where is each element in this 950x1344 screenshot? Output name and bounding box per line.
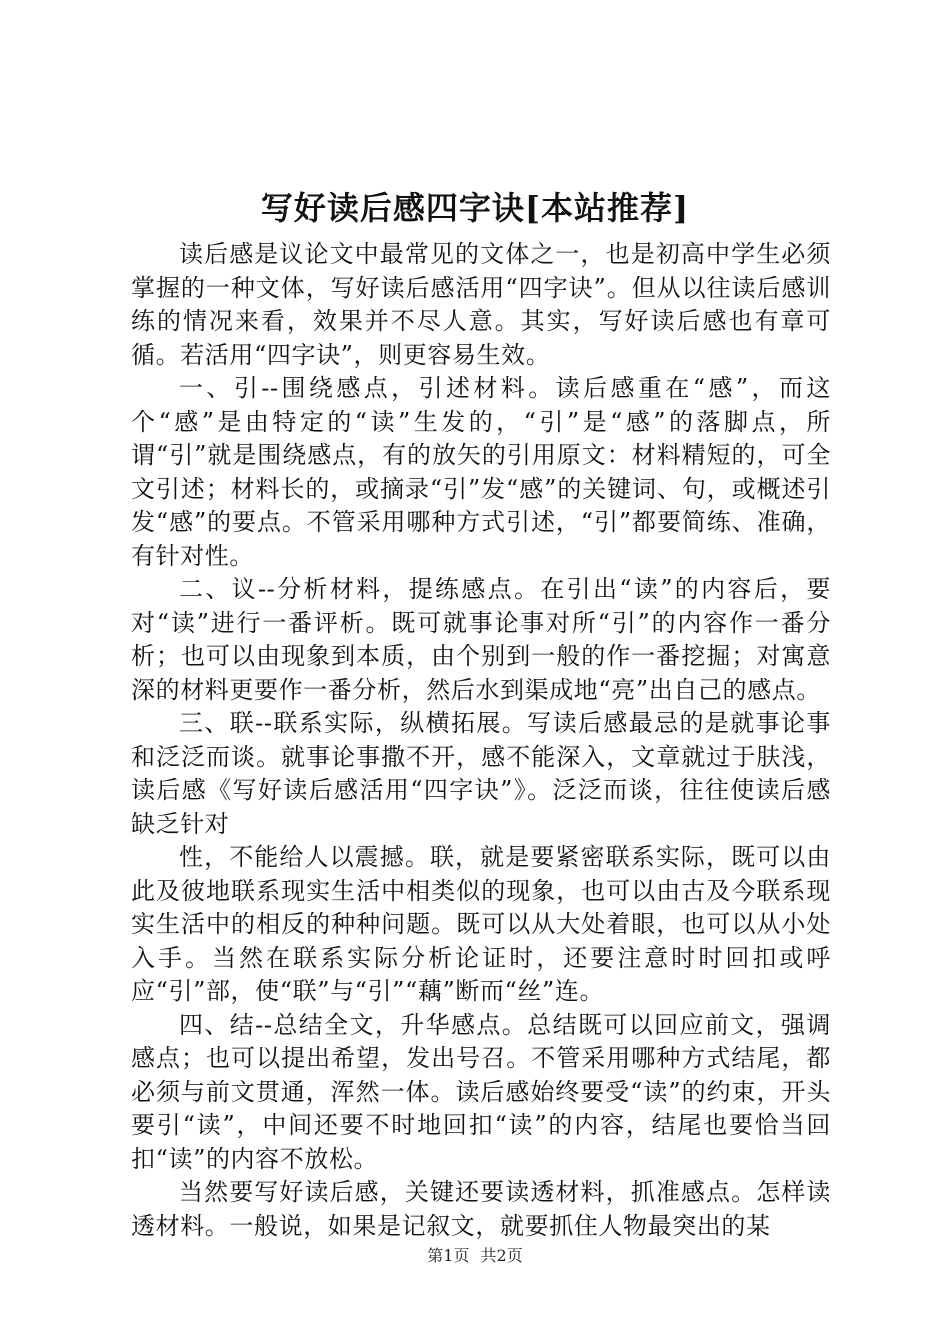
paragraph-lian: 三、联--联系实际，纵横拓展。写读后感最忌的是就事论事和泛泛而谈。就事论事撒不开，感不能深入，文章就过于肤浅，读后感《写好读后感活用“四字诀”》。泛泛而谈，往往使读后感缺乏针对: [131, 709, 831, 838]
page-number: 第1页: [427, 1246, 470, 1265]
document-title: 写好读后感四字诀[本站推荐]: [260, 189, 690, 227]
paragraph-intro: 读后感是议论文中最常见的文体之一，也是初高中学生必须掌握的一种文体，写好读后感活用“四字诀”。但从以往读后感训练的情况来看，效果并不尽人意。其实，写好读后感也有章可循。若活用“四字诀”，则更容易生效。: [131, 240, 831, 369]
paragraph-lian-continued: 性，不能给人以震撼。联，就是要紧密联系实际，既可以由此及彼地联系现实生活中相类似的现象，也可以由古及今联系现实生活中的相反的种种问题。既可以从大处着眼，也可以从小处入手。当然在联系实际分析论证时，还要注意时时回扣或呼应“引”部，使“联”与“引”“藕”断而“丝”连。: [131, 843, 831, 1005]
paragraph-yi: 二、议--分析材料，提练感点。在引出“读”的内容后，要对“读”进行一番评析。既可就事论事对所“引”的内容作一番分析；也可以由现象到本质，由个别到一般的作一番挖掘；对寓意深的材料更要作一番分析，然后水到渠成地“亮”出自己的感点。: [131, 575, 831, 704]
paragraph-jie: 四、结--总结全文，升华感点。总结既可以回应前文，强调感点；也可以提出希望，发出号召。不管采用哪种方式结尾，都必须与前文贯通，浑然一体。读后感始终要受“读”的约束，开头要引“读”，中间还要不时地回扣“读”的内容，结尾也要恰当回扣“读”的内容不放松。: [131, 1010, 831, 1173]
page-total: 共2页: [480, 1246, 523, 1265]
page-footer: [0, 1245, 950, 1267]
document-body: [131, 238, 831, 1243]
paragraph-yin: 一、引--围绕感点，引述材料。读后感重在“感”，而这个“感”是由特定的“读”生发的，“引”是“感”的落脚点，所谓“引”就是围绕感点，有的放矢的引用原文：材料精短的，可全文引述；材料长的，或摘录“引”发“感”的关键词、句，或概述引发“感”的要点。不管采用哪种方式引述，“引”都要简练、准确，有针对性。: [131, 374, 831, 570]
paragraph-conclusion: 当然要写好读后感，关键还要读透材料，抓准感点。怎样读透材料。一般说，如果是记叙文，就要抓住人物最突出的某: [131, 1178, 831, 1240]
